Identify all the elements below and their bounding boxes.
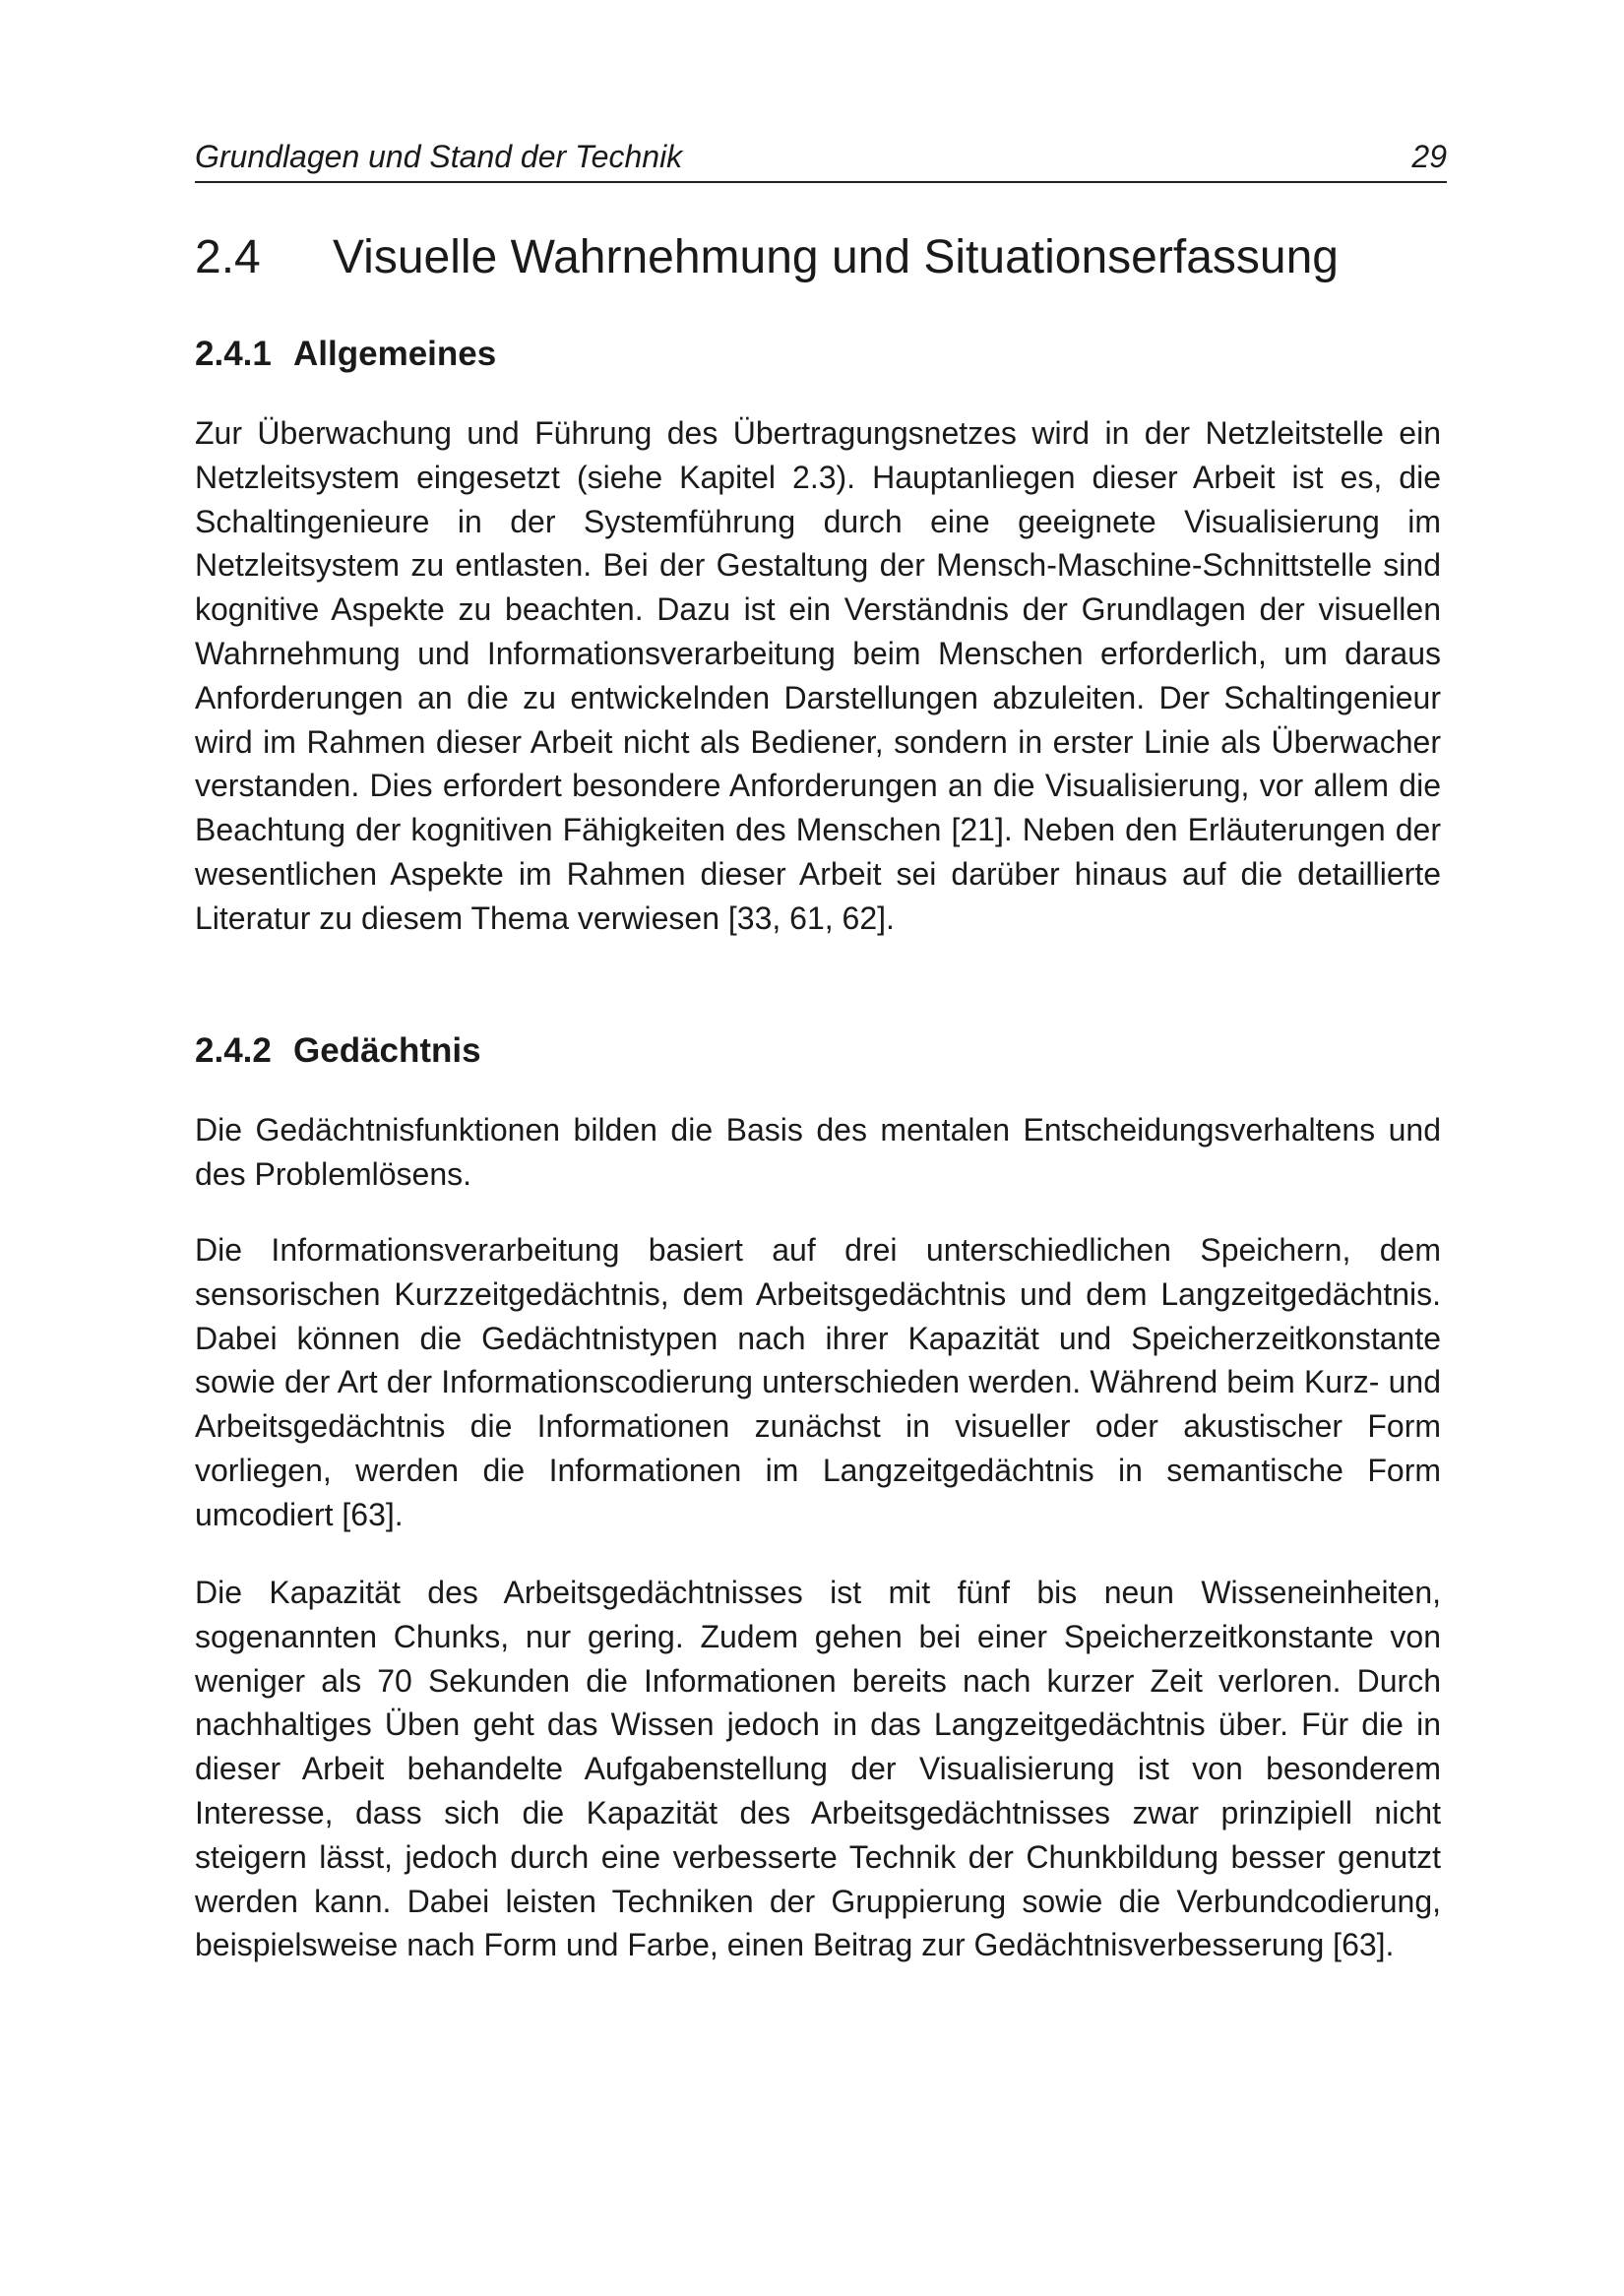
section-title: Visuelle Wahrnehmung und Situationserfassung xyxy=(333,231,1339,283)
paragraph-gedaechtnis-2: Die Informationsverarbeitung basiert auf drei unterschiedlichen Speichern, dem sensorischen Kurzzeitgedächtnis, dem Arbeitsgedächtnis und dem Langzeitgedächtnis. Dabei können die Gedächtnistypen nach ihrer Kapazität und Speicherzeitkonstante sowie der Art der Informationscodierung unterschieden werden. Während beim Kurz- und Arbeitsgedächtnis die Informationen zunächst in visueller oder akustischer Form vorliegen, werden die Informationen im Langzeitgedächtnis in semantische Form umcodiert [63]. xyxy=(195,1232,1441,1532)
paragraph-allgemeines: Zur Überwachung und Führung des Übertragungsnetzes wird in der Netzleitstelle ein Netzleitsystem eingesetzt (siehe Kapitel 2.3). Hauptanliegen dieser Arbeit ist es, die Schaltingenieure in der Systemführung durch eine geeignete Visualisierung im Netzleitsystem zu entlasten. Bei der Gestaltung der Mensch-Maschine-Schnittstelle sind kognitive Aspekte zu beachten. Dazu ist ein Verständnis der Grundlagen der visuellen Wahrnehmung und Informationsverarbeitung beim Menschen erforderlich, um daraus Anforderungen an die zu entwickelnden Darstellungen abzuleiten. Der Schaltingenieur wird im Rahmen dieser Arbeit nicht als Bediener, sondern in erster Linie als Überwacher verstanden. Dies erfordert besondere Anforderungen an die Visualisierung, vor allem die Beachtung der kognitiven Fähigkeiten des Menschen [21]. Neben den Erläuterungen der wesentlichen Aspekte im Rahmen dieser Arbeit sei darüber hinaus auf die detaillierte Literatur zu diesem Thema verwiesen [33, 61, 62]. xyxy=(195,415,1441,936)
subsection-heading-allgemeines xyxy=(195,335,496,374)
subsection-number: 2.4.2 xyxy=(195,1031,272,1070)
page-number: 29 xyxy=(1411,139,1447,174)
subsection-title: Allgemeines xyxy=(293,335,497,373)
paragraph-gedaechtnis-3: Die Kapazität des Arbeitsgedächtnisses ist mit fünf bis neun Wisseneinheiten, sogenannten Chunks, nur gering. Zudem gehen bei einer Speicherzeitkonstante von weniger als 70 Sekunden die Informationen bereits nach kurzer Zeit verloren. Durch nachhaltiges Üben geht das Wissen jedoch in das Langzeitgedächtnis über. Für die in dieser Arbeit behandelte Aufgabenstellung der Visualisierung ist von besonderem Interesse, dass sich die Kapazität des Arbeitsgedächtnisses zwar prinzipiell nicht steigern lässt, jedoch durch eine verbesserte Technik der Chunkbildung besser genutzt werden kann. Dabei leisten Techniken der Gruppierung sowie die Verbundcodierung, beispielsweise nach Form und Farbe, einen Beitrag zur Gedächtnisverbesserung [63]. xyxy=(195,1575,1441,1963)
paragraph-gedaechtnis-1: Die Gedächtnisfunktionen bilden die Basis des mentalen Entscheidungsverhaltens und des Problemlösens. xyxy=(195,1112,1441,1192)
subsection-heading-gedaechtnis xyxy=(195,1031,481,1071)
running-header-title: Grundlagen und Stand der Technik xyxy=(195,139,683,174)
subsection-title: Gedächtnis xyxy=(293,1031,481,1070)
section-number: 2.4 xyxy=(195,231,261,283)
section-heading xyxy=(195,230,1339,284)
running-header xyxy=(195,138,1447,183)
subsection-number: 2.4.1 xyxy=(195,335,272,373)
